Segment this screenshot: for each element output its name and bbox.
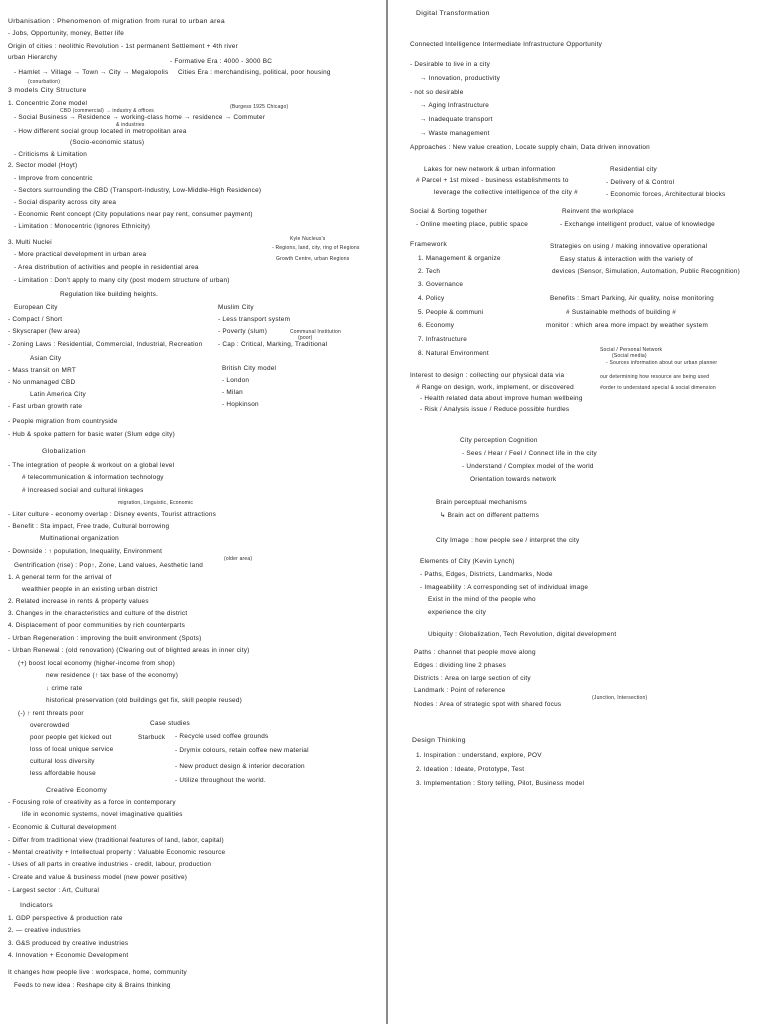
note-annotation: (Junction, Intersection)	[592, 695, 648, 701]
note-line: - Economic Rent concept (City populations near pay rent, consumer payment)	[14, 211, 253, 218]
note-line: cultural loss diversity	[30, 758, 95, 765]
note-annotation: Growth Centre, urban Regions	[276, 256, 350, 262]
note-line: # Increased social and cultural linkages	[22, 487, 144, 494]
note-heading: Digital Transformation	[416, 10, 490, 17]
note-line: → Waste management	[420, 130, 490, 137]
note-line: Strategies on using / making innovative operational	[550, 243, 708, 250]
note-line: # Sustainable methods of building #	[566, 309, 677, 316]
note-heading: Asian City	[30, 355, 62, 362]
note-annotation: (older area)	[224, 556, 253, 562]
note-line: - Understand / Complex model of the world	[462, 463, 594, 470]
note-line: 4. Displacement of poor communities by rich counterparts	[8, 622, 186, 629]
note-line: Lakes for new network & urban information	[424, 166, 556, 173]
note-line: → Innovation, productivity	[420, 75, 501, 82]
note-annotation: Kyle Nucleus's	[290, 236, 326, 242]
note-line: Exist in the mind of the people who	[428, 596, 536, 603]
note-line: urban Hierarchy	[8, 54, 58, 61]
note-line: - Imageability : A corresponding set of individual image	[420, 584, 589, 591]
note-line: Nodes : Area of strategic spot with shared focus	[414, 701, 562, 708]
note-line: 1. Concentric Zone model	[8, 100, 88, 107]
note-line: - Skyscraper (few area)	[8, 328, 81, 335]
note-line: - More practical development in urban area	[14, 251, 147, 258]
note-annotation: CBD (commercial) → industry & offices	[60, 108, 154, 114]
note-line: - Differ from traditional view (traditional features of land, labor, capital)	[8, 837, 224, 844]
note-line: ↳ Brain act on different patterns	[440, 512, 540, 519]
note-line: - Milan	[222, 389, 243, 396]
note-line: - Hamlet → Village → Town → City → Megalopolis	[14, 69, 169, 76]
note-line: - Fast urban growth rate	[8, 403, 83, 410]
note-line: It changes how people live : workspace, home, community	[8, 969, 187, 976]
note-line: - Mass transit on MRT	[8, 367, 76, 374]
note-line: → Inadequate transport	[420, 116, 493, 123]
note-line: 4. Innovation + Economic Development	[8, 952, 129, 959]
note-line: - Hopkinson	[222, 401, 259, 408]
note-heading: Elements of City (Kevin Lynch)	[420, 558, 515, 565]
note-line: Multinational organization	[40, 535, 119, 542]
note-heading: Muslim City	[218, 304, 254, 311]
note-line: 5. People & communi	[418, 309, 484, 316]
note-line: # Parcel + 1st mixed - business establishments to	[416, 177, 569, 184]
note-heading: Reinvent the workplace	[562, 208, 634, 215]
note-line: 1. GDP perspective & production rate	[8, 915, 123, 922]
note-annotation: (Social media)	[612, 353, 647, 359]
note-line: 2. Sector model (Hoyt)	[8, 162, 78, 169]
note-heading: Design Thinking	[412, 737, 466, 744]
note-line: Ubiquity : Globalization, Tech Revolution, digital development	[428, 631, 617, 638]
note-heading: Latin America City	[30, 391, 86, 398]
note-line: - Largest sector : Art, Cultural	[8, 887, 100, 894]
note-line: 3. Multi Nuclei	[8, 239, 52, 246]
note-line: historical preservation (old buildings get fix, skill people reused)	[46, 697, 243, 704]
note-line: (-) ↑ rent threats poor	[18, 710, 84, 717]
note-heading: Globalization	[42, 448, 86, 455]
note-annotation: - Sources information about our urban planner	[606, 360, 718, 366]
note-line: 7. Infrastructure	[418, 336, 468, 343]
note-line: - Online meeting place, public space	[416, 221, 529, 228]
note-heading: Social & Sorting together	[410, 208, 487, 215]
note-line: Paths : channel that people move along	[414, 649, 536, 656]
note-annotation: Communal Institution	[290, 329, 341, 335]
note-line: - Formative Era : 4000 - 3000 BC	[170, 58, 273, 65]
note-line: # Range on design, work, implement, or discovered	[416, 384, 574, 391]
note-line: - Paths, Edges, Districts, Landmarks, Node	[420, 571, 553, 578]
note-line: - Delivery of & Control	[606, 179, 675, 186]
note-annotation: (poor)	[298, 335, 313, 341]
note-line: Starbuck	[138, 734, 166, 741]
note-line: - London	[222, 377, 250, 384]
note-annotation: (conurbation)	[28, 79, 61, 85]
note-line: Districts : Area on large section of city	[414, 675, 531, 682]
note-line: - Desirable to live in a city	[410, 61, 491, 68]
note-line: - Limitation : Monocentric (Ignores Ethnicity)	[14, 223, 151, 230]
note-line: - The integration of people & workout on a global level	[8, 462, 175, 469]
note-line: - Create and value & business model (new power positive)	[8, 874, 188, 881]
note-line: Approaches : New value creation, Locate supply chain, Data driven innovation	[410, 144, 650, 151]
note-line: - Urban Renewal : (old renovation) (Clearing out of blighted areas in inner city)	[8, 647, 250, 654]
note-line: 2. Ideation : Ideate, Prototype, Test	[416, 766, 525, 773]
note-line: Cities Era : merchandising, political, poor housing	[178, 69, 331, 76]
note-heading: Residential city	[610, 166, 657, 173]
note-line: - Limitation : Don't apply to many city (post modern structure of urban)	[14, 277, 230, 284]
note-line: Interest to design : collecting our physical data via	[410, 372, 565, 379]
note-annotation: & industries	[116, 122, 145, 128]
note-annotation: #order to understand special & social dimension	[600, 385, 716, 391]
note-line: Orientation towards network	[470, 476, 557, 483]
note-line: overcrowded	[30, 722, 70, 729]
note-line: - New product design & interior decoration	[175, 763, 305, 770]
note-line: life in economic systems, novel imaginative qualities	[22, 811, 183, 818]
note-heading: Framework	[410, 241, 448, 248]
note-line: 2. — creative industries	[8, 927, 81, 934]
note-annotation: our determining how resource are being used	[600, 374, 710, 380]
note-line: leverage the collective intelligence of the city #	[434, 189, 578, 196]
note-line: - Sees / Hear / Feel / Connect life in the city	[462, 450, 598, 457]
note-line: - Downside : ↑ population, Inequality, Environment	[8, 548, 163, 555]
note-line: - Health related data about improve human wellbeing	[420, 395, 583, 402]
note-heading: European City	[14, 304, 58, 311]
note-heading: Case studies	[150, 720, 190, 727]
note-line: 4. Policy	[418, 295, 445, 302]
note-line: - Utilize throughout the world.	[175, 777, 266, 784]
note-heading: Indicators	[20, 902, 53, 909]
note-line: - Economic & Cultural development	[8, 824, 117, 831]
note-annotation: migration, Linguistic, Economic	[118, 500, 194, 506]
note-line: 3. Governance	[418, 281, 464, 288]
note-line: - Poverty (slum)	[218, 328, 268, 335]
note-line: - Zoning Laws : Residential, Commercial, Industrial, Recreation	[8, 341, 203, 348]
note-line: Edges : dividing line 2 phases	[414, 662, 507, 669]
note-line: 1. Management & organize	[418, 255, 501, 262]
note-line: wealthier people in an existing urban district	[22, 586, 158, 593]
note-line: devices (Sensor, Simulation, Automation, Public Recognition)	[552, 268, 740, 275]
note-line: Regulation like building heights.	[60, 291, 159, 298]
note-line: - Criticisms & Limitation	[14, 151, 88, 158]
note-annotation: (Burgess 1925 Chicago)	[230, 104, 289, 110]
note-line: - Social Business → Residence → working-class home → residence → Commuter	[14, 114, 266, 121]
note-line: - Liter culture - economy overlap : Disney events, Tourist attractions	[8, 511, 217, 518]
note-line: experience the city	[428, 609, 487, 616]
note-line: (Socio-economic status)	[70, 139, 145, 146]
note-line: - Compact / Short	[8, 316, 63, 323]
note-heading: City perception Cognition	[460, 437, 538, 444]
note-line: Landmark : Point of reference	[414, 687, 506, 694]
note-line: poor people get kicked out	[30, 734, 112, 741]
note-line: - Mental creativity + Intellectual property : Valuable Economic resource	[8, 849, 226, 856]
note-line: Benefits : Smart Parking, Air quality, noise monitoring	[550, 295, 714, 302]
note-line: Feeds to new idea : Reshape city & Brains thinking	[14, 982, 171, 989]
note-line: - Cap : Critical, Marking, Traditional	[218, 341, 328, 348]
note-line: 8. Natural Environment	[418, 350, 489, 357]
note-heading: Creative Economy	[46, 787, 108, 794]
note-line: 3. Changes in the characteristics and culture of the district	[8, 610, 188, 617]
note-line: 1. Inspiration : understand, explore, POV	[416, 752, 542, 759]
note-line: 6. Economy	[418, 322, 455, 329]
note-line: monitor : which area more impact by weather system	[546, 322, 709, 329]
note-line: - Less transport system	[218, 316, 291, 323]
note-line: - Exchange intelligent product, value of knowledge	[560, 221, 715, 228]
note-line: 3. G&S produced by creative industries	[8, 940, 129, 947]
note-line: City Image : how people see / interpret the city	[436, 537, 580, 544]
note-line: - Recycle used coffee grounds	[175, 733, 269, 740]
note-line: - No unmanaged CBD	[8, 379, 76, 386]
note-line: (+) boost local economy (higher-income from shop)	[18, 660, 175, 667]
note-line: → Aging Infrastructure	[420, 102, 490, 109]
note-line: - Uses of all parts in creative industries - credit, labour, production	[8, 861, 212, 868]
note-line: - Area distribution of activities and people in residential area	[14, 264, 199, 271]
note-line: 3. Implementation : Story telling, Pilot, Business model	[416, 780, 585, 787]
note-heading: Brain perceptual mechanisms	[436, 499, 527, 506]
note-line: Connected Intelligence Intermediate Infrastructure Opportunity	[410, 41, 603, 48]
note-heading: British City model	[222, 365, 277, 372]
note-line: - Sectors surrounding the CBD (Transport-Industry, Low-Middle-High Residence)	[14, 187, 262, 194]
note-line: ↓ crime rate	[46, 685, 83, 692]
note-line: less affordable house	[30, 770, 96, 777]
note-line: - Urban Regeneration : improving the built environment (Spots)	[8, 635, 202, 642]
note-line: - not so desirable	[410, 89, 464, 96]
note-line: - Risk / Analysis issue / Reduce possible hurdles	[420, 406, 570, 413]
note-line: - Hub & spoke pattern for basic water (Slum edge city)	[8, 431, 175, 438]
note-line: - Improve from concentric	[14, 175, 93, 182]
note-heading: Urbanisation : Phenomenon of migration from rural to urban area	[8, 18, 225, 25]
note-line: 1. A general term for the arrival of	[8, 574, 112, 581]
note-annotation: - Regions, land, city, ring of Regions	[272, 245, 360, 251]
note-line: - Social disparity across city area	[14, 199, 117, 206]
note-line: loss of local unique service	[30, 746, 114, 753]
note-heading: 3 models City Structure	[8, 87, 87, 94]
note-line: - Drymix colours, retain coffee new material	[175, 747, 309, 754]
note-line: 2. Tech	[418, 268, 441, 275]
note-line: - How different social group located in metropolitan area	[14, 128, 187, 135]
note-line: Gentrification (rise) : Pop↑, Zone, Land values, Aesthetic land	[14, 562, 204, 569]
note-line: Origin of cities : neolithic Revolution - 1st permanent Settlement + 4th river	[8, 43, 238, 50]
note-line: 2. Related increase in rents & property values	[8, 598, 149, 605]
note-line: - Jobs, Opportunity, money, Better life	[8, 30, 125, 37]
note-line: Easy status & interaction with the variety of	[560, 256, 694, 263]
note-line: # telecommunication & information technology	[22, 474, 164, 481]
note-line: new residence (↑ tax base of the economy)	[46, 672, 179, 679]
note-annotation: Social / Personal Network	[600, 347, 663, 353]
note-line: - Benefit : Sta impact, Free trade, Cultural borrowing	[8, 523, 170, 530]
note-line: - Focusing role of creativity as a force in contemporary	[8, 799, 176, 806]
note-line: - Economic forces, Architectural blocks	[606, 191, 726, 198]
note-line: - People migration from countryside	[8, 418, 118, 425]
